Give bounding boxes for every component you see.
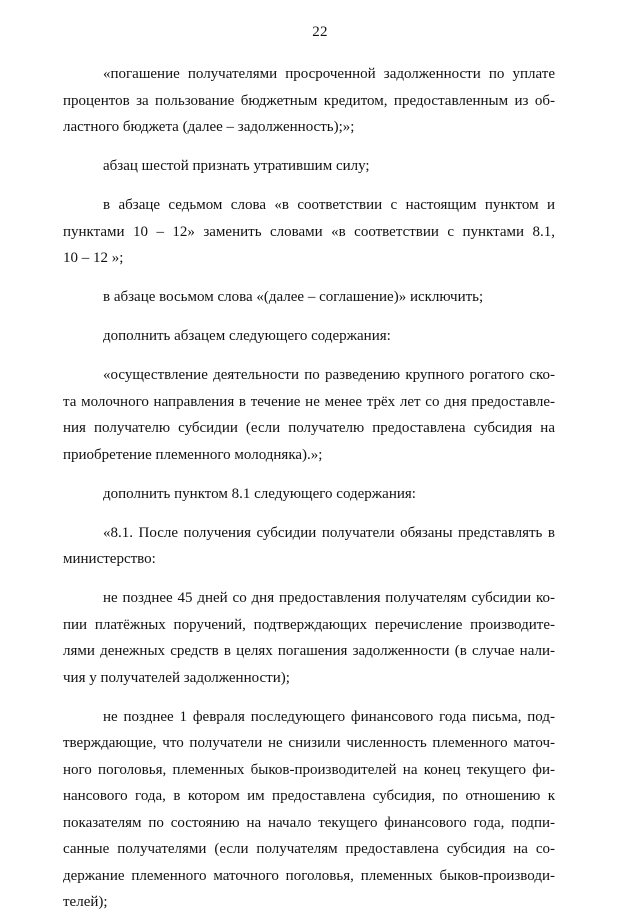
text-line: телей); bbox=[63, 894, 108, 910]
text-line: в абзаце седьмом слова «в соответствии с настоящим пунктом и bbox=[103, 197, 555, 213]
text-line: приобретение племенного молодняка).»; bbox=[63, 446, 323, 463]
text-line: чия у получателей задолженности); bbox=[63, 669, 290, 686]
text-line: та молочного направления в течение не менее трёх лет со дня предоставле- bbox=[63, 393, 555, 410]
text-line: ластного бюджета (далее – задолженность);»; bbox=[63, 119, 355, 135]
text-line: в абзаце восьмом слова «(далее – соглашение)» исключить; bbox=[103, 289, 484, 305]
text-line: «погашение получателями просроченной задолженности по уплате bbox=[103, 66, 555, 82]
document-body bbox=[63, 61, 555, 916]
text-line: «8.1. После получения субсидии получатели обязаны представлять в bbox=[103, 524, 555, 541]
page-number: 22 bbox=[312, 24, 328, 40]
text-line: ния получателю субсидии (если получателю предоставлена субсидия на bbox=[63, 420, 555, 436]
text-line: показателям по состоянию на начало текущего финансового года, подпи- bbox=[63, 814, 555, 831]
text-line: абзац шестой признать утратившим силу; bbox=[103, 158, 370, 174]
text-line: ного поголовья, племенных быков-производителей на конец текущего фи- bbox=[63, 761, 555, 778]
text-line: пунктами 10 – 12» заменить словами «в соответствии с пунктами 8.1, bbox=[63, 223, 555, 240]
text-line: «осуществление деятельности по разведению крупного рогатого ско- bbox=[103, 367, 555, 383]
text-line: процентов за пользование бюджетным кредитом, предоставленным из об- bbox=[63, 92, 555, 109]
text-line: дополнить пунктом 8.1 следующего содержания: bbox=[103, 485, 416, 502]
text-line: нансового года, в котором им предоставлена субсидия, по отношению к bbox=[63, 788, 555, 804]
text-line: лями денежных средств в целях погашения задолженности (в случае нали- bbox=[63, 643, 555, 659]
text-line: не позднее 1 февраля последующего финансового года письма, под- bbox=[103, 708, 555, 725]
text-line: 10 – 12 »; bbox=[63, 250, 124, 266]
text-line: дополнить абзацем следующего содержания: bbox=[103, 328, 391, 344]
text-line: министерство: bbox=[63, 551, 156, 567]
text-line: не позднее 45 дней со дня предоставления получателям субсидии ко- bbox=[103, 590, 555, 606]
text-line: тверждающие, что получатели не снизили численность племенного маточ- bbox=[63, 735, 555, 751]
text-line: санные получателями (если получателям предоставлена субсидия на со- bbox=[63, 841, 555, 857]
text-line: пии платёжных поручений, подтверждающих перечисление производите- bbox=[63, 616, 555, 633]
text-line: держание племенного маточного поголовья, племенных быков-производи- bbox=[63, 867, 555, 884]
